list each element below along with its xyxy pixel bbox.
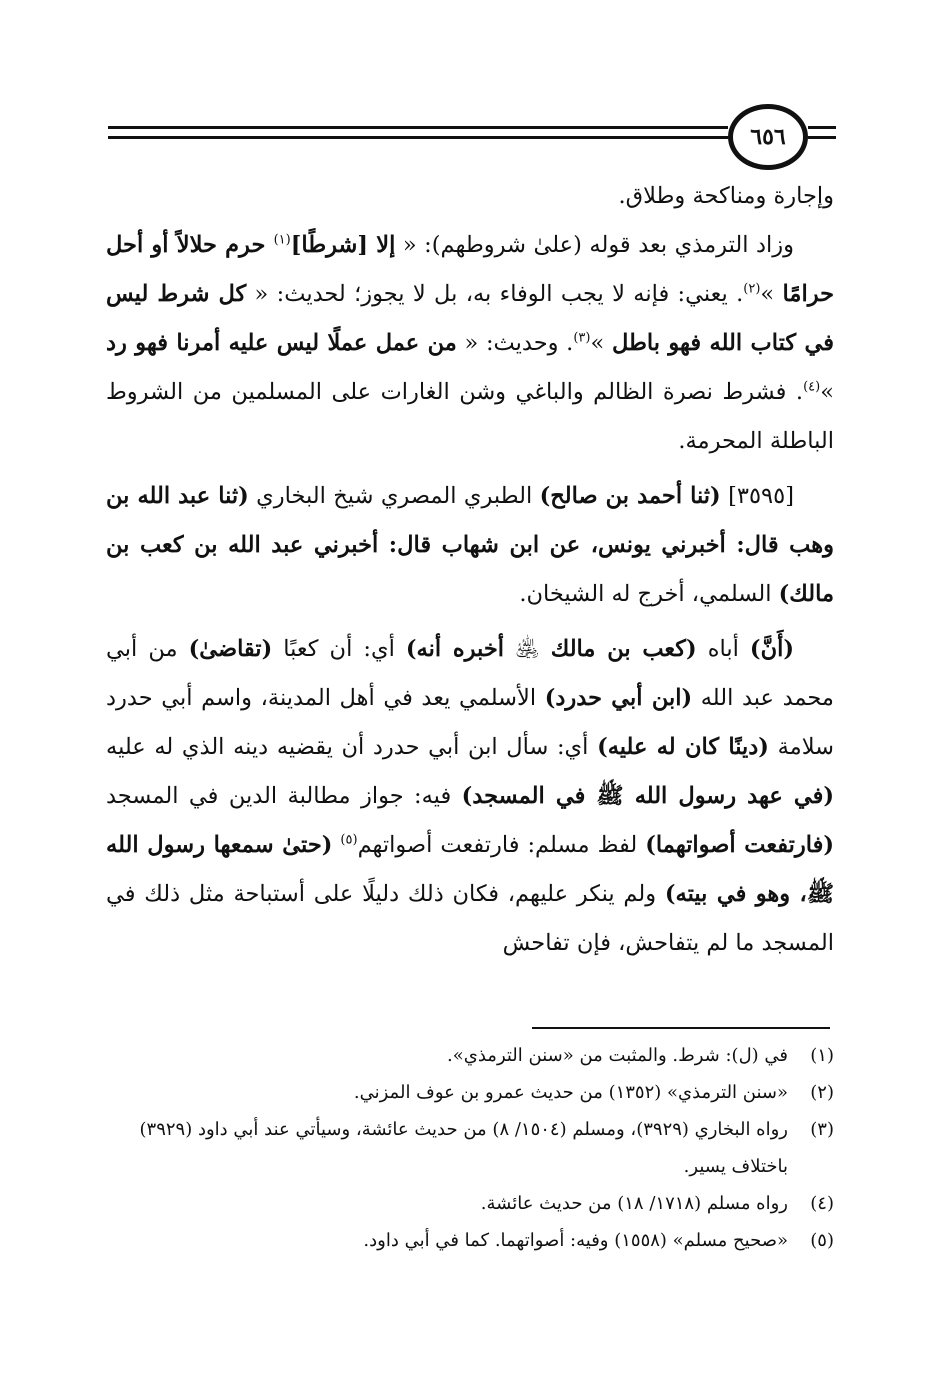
page-number: ٦٥٦: [728, 104, 808, 170]
footnote-text: رواه مسلم (١٧١٨/ ١٨) من حديث عائشة.: [480, 1193, 788, 1214]
text-run: »: [590, 330, 612, 356]
text-run: أباه: [696, 636, 750, 662]
text-run: . يعني: فإنه لا يجب الوفاء به، بل لا يجوز؛ لحديث: «: [246, 281, 744, 307]
text-run: أي: أن كعبًا: [272, 636, 406, 662]
text-run: أي: سأل ابن أبي حدرد أن يقضيه دينه الذي له عليه: [106, 734, 598, 760]
text-run: فيه: جواز مطالبة الدين في المسجد: [106, 783, 462, 809]
text-run: . وحديث: «: [456, 330, 574, 356]
bold-text: من عمل عملًا ليس عليه أمرنا فهو رد: [106, 330, 457, 356]
paragraph: [106, 221, 834, 466]
bold-text: إلا [شرطًا]: [290, 232, 396, 258]
bold-text: (ثنا عبد الله بن وهب قال: أخبرني يونس، عن ابن شهاب قال: أخبرني عبد الله بن كعب بن مالك): [106, 483, 834, 607]
text-run: الطبري المصري شيخ البخاري: [248, 483, 540, 509]
header-rule-right-top: [808, 126, 836, 129]
footnote: [106, 1185, 834, 1222]
footnote: [106, 1074, 834, 1111]
bold-text: (دينًا كان له عليه): [597, 734, 769, 760]
bold-text: (فارتفعت أصواتهما): [645, 832, 834, 858]
text-run: [٣٥٩٥]: [720, 483, 794, 509]
footnote-text: «صحيح مسلم» (١٥٥٨) وفيه: أصواتهما. كما في أبي داود.: [363, 1230, 788, 1251]
paragraph: [106, 625, 834, 968]
footnote-number: (٣): [810, 1119, 834, 1140]
footnote: [106, 1037, 834, 1074]
header-rule-left-top: [108, 126, 728, 129]
bold-text: (حتىٰ سمعها رسول الله ﷺ، وهو في بيته): [106, 832, 834, 907]
bold-text: (في عهد رسول الله ﷺ في المسجد): [461, 783, 834, 809]
footnote-number: (١): [810, 1045, 834, 1066]
bold-text: (ثنا أحمد بن صالح): [539, 483, 721, 509]
footnote-ref: (٢): [743, 281, 761, 297]
paragraph: [106, 172, 834, 221]
text-run: الأسلمي يعد في أهل المدينة، واسم أبي حدرد سلامة: [106, 685, 834, 760]
bold-text: (أَنَّ): [749, 636, 794, 662]
footnote-number: (٢): [810, 1082, 834, 1103]
footnote-text: رواه البخاري (٣٩٢٩)، ومسلم (١٥٠٤/ ٨) من حديث عائشة، وسيأتي عند أبي داود (٣٩٢٩) باختلاف يسير.: [139, 1119, 788, 1177]
text-run: . فشرط نصرة الظالم والباغي وشن الغارات على المسلمين من الشروط الباطلة المحرمة.: [106, 379, 834, 454]
footnote-separator: [532, 1027, 830, 1029]
header-rule-left-bottom: [108, 136, 728, 139]
bold-text: حرم حلالاً أو أحل حرامًا: [106, 232, 835, 307]
footnote-ref: (٣): [573, 330, 591, 346]
footnotes: [106, 1037, 834, 1259]
footnote-ref: (١): [273, 232, 291, 248]
bold-text: كل شرط ليس في كتاب الله فهو باطل: [106, 281, 834, 356]
text-run: ﵁: [504, 636, 551, 662]
text-run: »: [760, 281, 783, 307]
text-run: »: [820, 379, 834, 405]
footnote-ref: (٤): [803, 379, 821, 395]
bold-text: (ابن أبي حدرد): [544, 685, 693, 711]
footnote-text: في (ل): شرط. والمثبت من «سنن الترمذي».: [447, 1045, 788, 1066]
text-run: لفظ مسلم: فارتفعت أصواتهم: [357, 832, 646, 858]
text-run: من أبي محمد عبد الله: [106, 636, 834, 711]
bold-text: أخبره أنه): [405, 636, 504, 662]
footnote-ref: (٥): [340, 832, 358, 848]
bold-text: (تقاضىٰ): [188, 636, 273, 662]
text-run: ولم ينكر عليهم، فكان ذلك دليلًا على أستباحة مثل ذلك في المسجد ما لم يتفاحش، فإن تفاحش: [106, 881, 834, 956]
text-run: السلمي، أخرج له الشيخان.: [519, 581, 779, 607]
footnote-number: (٥): [810, 1230, 834, 1251]
footnote: [106, 1222, 834, 1259]
paragraph: [106, 472, 834, 619]
main-text: [106, 172, 834, 968]
footnote-text: «سنن الترمذي» (١٣٥٢) من حديث عمرو بن عوف المزني.: [353, 1082, 788, 1103]
footnote-number: (٤): [810, 1193, 834, 1214]
header-rule-right-bottom: [808, 136, 836, 139]
bold-text: (كعب بن مالك: [550, 636, 697, 662]
text-run: وإجارة ومناكحة وطلاق.: [618, 183, 834, 209]
text-run: وزاد الترمذي بعد قوله (علىٰ شروطهم): «: [395, 232, 794, 258]
footnote: [106, 1111, 834, 1185]
page-header: [108, 100, 836, 170]
